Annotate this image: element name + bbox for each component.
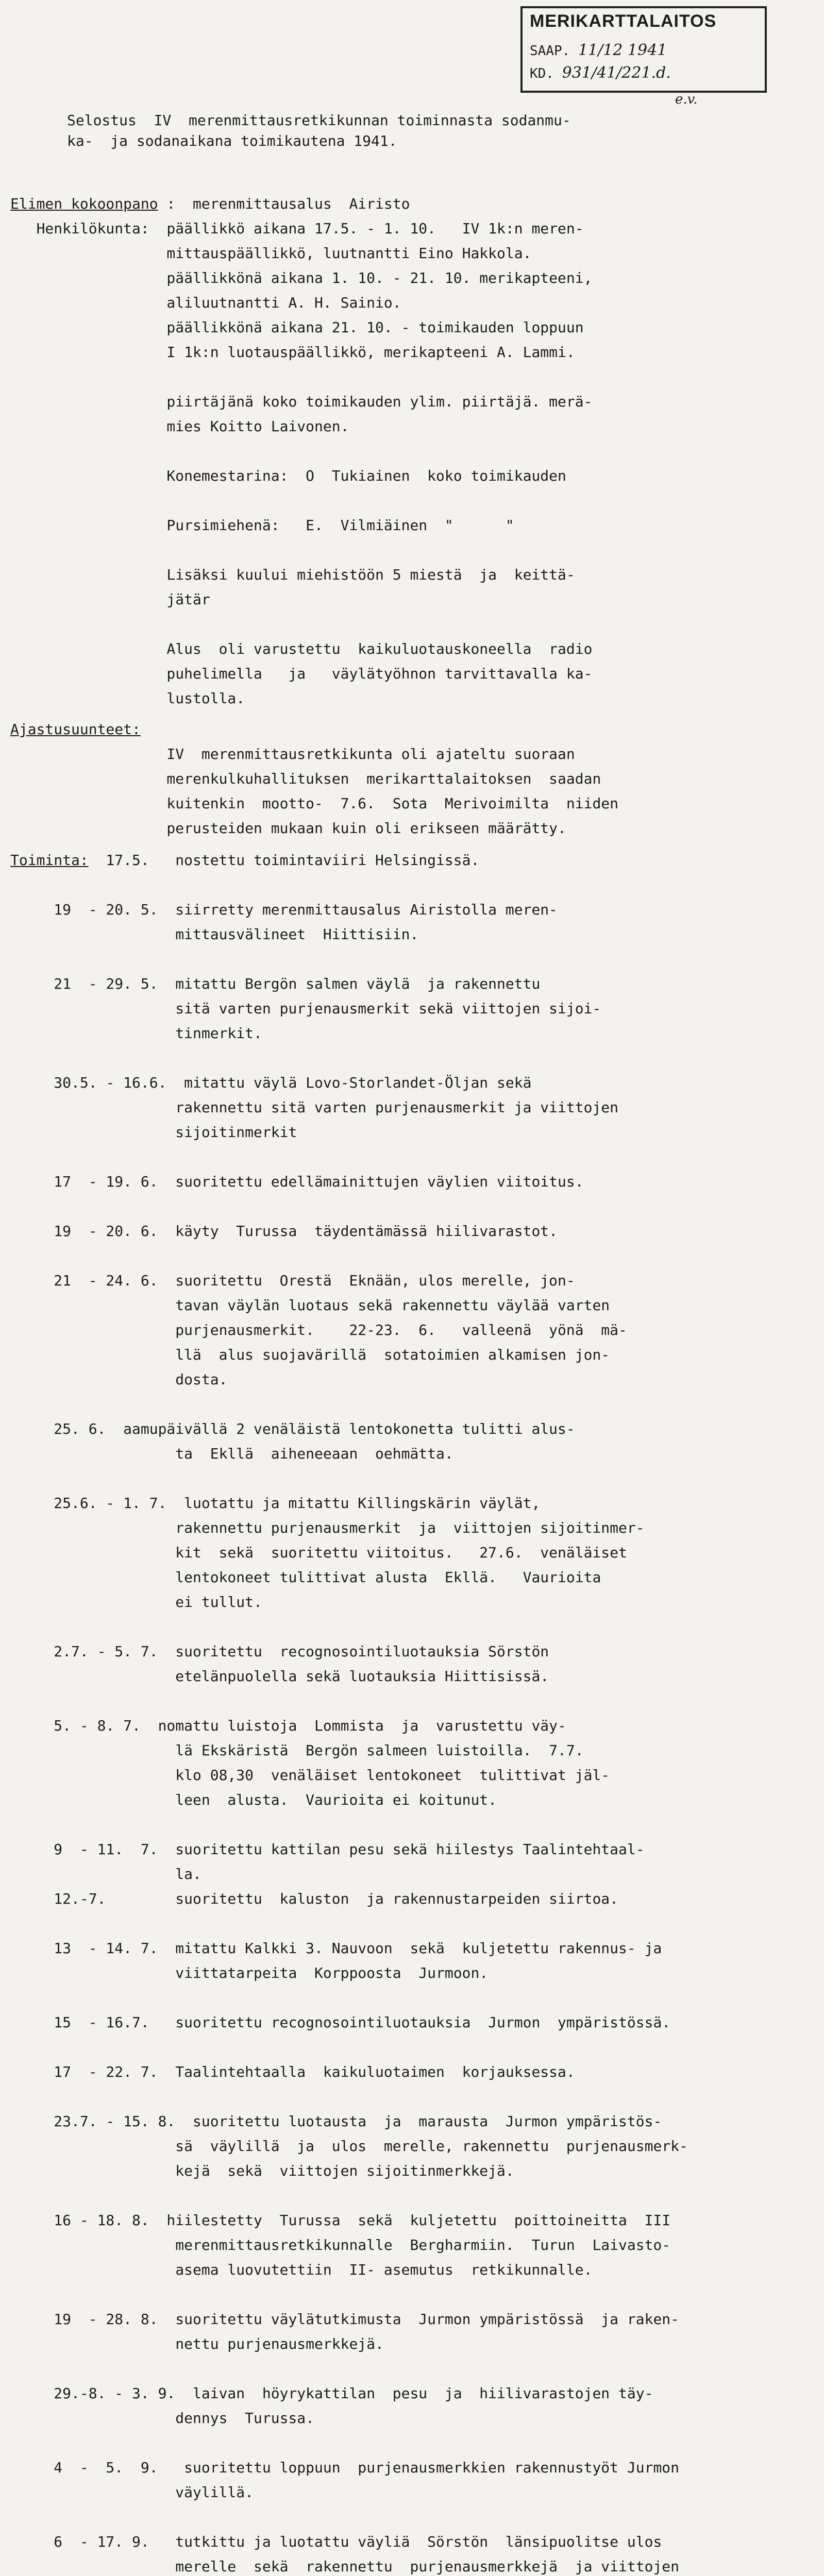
text-line: lustolla. [10, 690, 245, 707]
text-line: jätär [10, 591, 210, 608]
text-line: kuitenkin mootto- 7.6. Sota Merivoimilta niiden [10, 795, 619, 812]
text-line: päällikkönä aikana 21. 10. - toimikauden loppuun [10, 319, 584, 336]
text-line: etelänpuolella sekä luotauksia Hiittisissä. [10, 1668, 549, 1685]
text-line: purjenausmerkit. 22-23. 6. valleenä yönä mä- [10, 1321, 627, 1338]
text-line: la. [10, 1866, 201, 1883]
text-line: 19 - 20. 6. käyty Turussa täydentämässä hiilivarastot. [10, 1223, 558, 1240]
text-line: lä Ekskäristä Bergön salmeen luistoilla. 7.7. [10, 1742, 584, 1759]
title-line-2: ka- ja sodanaikana toimikautena 1941. [67, 132, 397, 149]
title-line-1: Selostus IV merenmittausretkikunnan toiminnasta sodanmu- [67, 112, 571, 129]
text-line: mittauspäällikkö, luutnantti Eino Hakkola. [10, 245, 532, 262]
section-heading-row [10, 192, 410, 216]
stamp-saap-value: 11/12 1941 [578, 41, 667, 59]
text-line: Henkilökunta: päällikkö aikana 17.5. - 1. 10. IV 1k:n meren- [10, 220, 584, 237]
text-line: dosta. [10, 1371, 228, 1388]
section-heading-rest: : merenmittausalus Airisto [158, 195, 410, 212]
stamp-saap-label: SAAP. [530, 43, 570, 59]
text-line: 17 - 22. 7. Taalintehtaalla kaikuluotaimen korjauksessa. [10, 2063, 575, 2080]
text-line: merenkulkuhallituksen merikarttalaitoksen saadan [10, 770, 601, 787]
text-line: kejä sekä viittojen sijoitinmerkkejä. [10, 2162, 514, 2179]
stamp-title: MERIKARTTALAITOS [530, 11, 717, 31]
text-line: perusteiden mukaan kuin oli erikseen määrätty. [10, 820, 566, 837]
text-line: sä väylillä ja ulos merelle, rakennettu purjenausmerk- [10, 2138, 688, 2155]
text-line: 25.6. - 1. 7. luotattu ja mitattu Killingskärin väylät, [10, 1495, 541, 1512]
text-line: 25. 6. aamupäivällä 2 venäläistä lentokonetta tulitti alus- [10, 1420, 575, 1437]
text-line: I 1k:n luotauspäällikkö, merikapteeni A. Lammi. [10, 344, 575, 361]
text-line: klo 08,30 venäläiset lentokoneet tulittivat jäl- [10, 1767, 610, 1784]
text-line: mies Koitto Laivonen. [10, 418, 349, 435]
text-line: sitä varten purjenausmerkit sekä viittojen sijoi- [10, 1000, 601, 1017]
text-line: 19 - 28. 8. suoritettu väylätutkimusta Jurmon ympäristössä ja raken- [10, 2311, 680, 2328]
text-line: IV merenmittausretkikunta oli ajateltu suoraan [10, 745, 575, 762]
text-line: nettu purjenausmerkkejä. [10, 2335, 384, 2352]
stamp-received-row [530, 41, 667, 59]
text-line: lentokoneet tulittivat alusta Ekllä. Vaurioita [10, 1569, 601, 1586]
text-line: 17 - 19. 6. suoritettu edellämainittujen väylien viitoitus. [10, 1173, 584, 1190]
text-line: puhelimella ja väylätyöhnon tarvittavalla ka- [10, 665, 593, 682]
section-heading: Elimen kokoonpano [10, 195, 158, 212]
stamp-kd-label: KD. [530, 66, 554, 81]
text-line: ei tullut. [10, 1594, 262, 1611]
text-line: 4 - 5. 9. suoritettu loppuun purjenausmerkkien rakennustyöt Jurmon [10, 2459, 680, 2476]
text-line: rakennettu sitä varten purjenausmerkit ja viittojen [10, 1099, 619, 1116]
text-line: tavan väylän luotaus sekä rakennettu väylää varten [10, 1297, 610, 1314]
stamp-extra-note: e.v. [675, 92, 698, 107]
text-line: 29.-8. - 3. 9. laivan höyrykattilan pesu ja hiilivarastojen täy- [10, 2385, 653, 2402]
text-line: kit sekä suoritettu viitoitus. 27.6. venäläiset [10, 1544, 627, 1561]
section-heading: Toiminta: [10, 852, 89, 869]
text-line: viittatarpeita Korppoosta Jurmoon. [10, 1964, 489, 1981]
text-line: 16 - 18. 8. hiilestetty Turussa sekä kuljetettu poittoineitta III [10, 2212, 671, 2229]
text-line: 5. - 8. 7. nomattu luistoja Lommista ja varustettu väy- [10, 1717, 566, 1734]
section-heading-rest: 17.5. nostettu toimintaviiri Helsingissä. [88, 852, 480, 869]
text-line: 23.7. - 15. 8. suoritettu luotausta ja marausta Jurmon ympäristös- [10, 2113, 662, 2130]
stamp-kd-value: 931/41/221.d. [562, 64, 671, 82]
text-line: Pursimiehenä: E. Vilmiäinen " " [10, 517, 514, 534]
text-line: piirtäjänä koko toimikauden ylim. piirtäjä. merä- [10, 393, 593, 410]
text-line: merenmittausretkikunnalle Bergharmiin. Turun Laivasto- [10, 2236, 671, 2253]
text-line: dennys Turussa. [10, 2410, 315, 2427]
text-line: Konemestarina: O Tukiainen koko toimikauden [10, 467, 566, 484]
text-line: 2.7. - 5. 7. suoritettu recognosointiluotauksia Sörstön [10, 1643, 549, 1660]
section-heading-row [10, 848, 479, 873]
text-line: 21 - 24. 6. suoritettu Orestä Eknään, ulos merelle, jon- [10, 1272, 575, 1289]
text-line: 21 - 29. 5. mitattu Bergön salmen väylä ja rakennettu [10, 975, 541, 992]
section-heading-row [10, 717, 141, 742]
archive-stamp [520, 6, 767, 93]
text-line: väylillä. [10, 2484, 254, 2501]
text-line: mittausvälineet Hiittisiin. [10, 926, 419, 943]
text-line: päällikkönä aikana 1. 10. - 21. 10. merikapteeni, [10, 269, 593, 286]
text-line: rakennettu purjenausmerkit ja viittojen sijoitinmer- [10, 1519, 645, 1536]
text-line: aliluutnantti A. H. Sainio. [10, 294, 401, 311]
text-line: asema luovutettiin II- asemutus retkikunnalle. [10, 2261, 593, 2278]
text-line: 19 - 20. 5. siirretty merenmittausalus Airistolla meren- [10, 901, 558, 918]
text-line: Alus oli varustettu kaikuluotauskoneella radio [10, 640, 593, 657]
section-heading: Ajastusuunteet: [10, 721, 141, 738]
text-line: llä alus suojavärillä sotatoimien alkamisen jon- [10, 1346, 610, 1363]
text-line: leen alusta. Vaurioita ei koitunut. [10, 1791, 497, 1808]
text-line: 13 - 14. 7. mitattu Kalkki 3. Nauvoon sekä kuljetettu rakennus- ja [10, 1940, 662, 1957]
text-line: 6 - 17. 9. tutkittu ja luotattu väyliä Sörstön länsipuolitse ulos [10, 2533, 662, 2550]
stamp-kd-row [530, 64, 671, 82]
text-line: tinmerkit. [10, 1025, 262, 1042]
text-line: merelle sekä rakennettu purjenausmerkkejä ja viittojen [10, 2558, 680, 2575]
text-line: 12.-7. suoritettu kaluston ja rakennustarpeiden siirtoa. [10, 1890, 619, 1907]
text-line: 9 - 11. 7. suoritettu kattilan pesu sekä hiilestys Taalintehtaal- [10, 1841, 645, 1858]
text-line: ta Ekllä aiheneeaan oehmätta. [10, 1445, 453, 1462]
text-line: Lisäksi kuului miehistöön 5 miestä ja keittä- [10, 566, 575, 583]
text-line: 30.5. - 16.6. mitattu väylä Lovo-Storlandet-Öljan sekä [10, 1074, 532, 1091]
text-line: 15 - 16.7. suoritettu recognosointiluotauksia Jurmon ympäristössä. [10, 2014, 671, 2031]
text-line: sijoitinmerkit [10, 1124, 297, 1141]
